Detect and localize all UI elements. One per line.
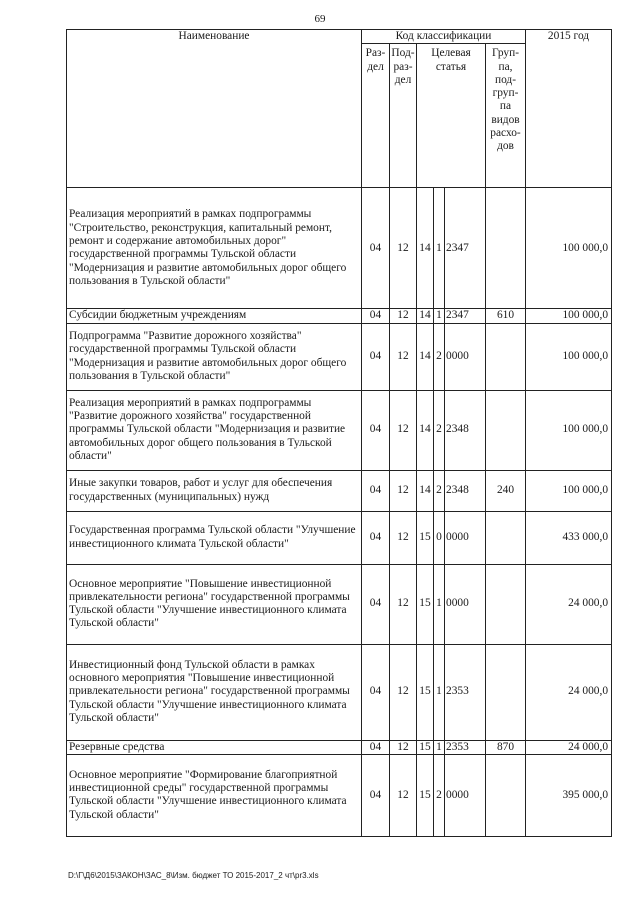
row-amount: 24 000,0 xyxy=(526,564,612,644)
row-expense-group xyxy=(486,188,526,309)
row-name: Основное мероприятие "Формирование благоприятной инвестиционной среды" государственной программы Тульской области "Улучшение инвестиционного климата Тульской области" xyxy=(67,754,362,836)
row-target-direction: 0000 xyxy=(445,564,486,644)
row-target-program: 15 xyxy=(417,740,434,754)
row-expense-group: 610 xyxy=(486,309,526,323)
row-razdel: 04 xyxy=(362,390,390,470)
row-name: Государственная программа Тульской области "Улучшение инвестиционного климата Тульской области" xyxy=(67,511,362,564)
table-row xyxy=(67,188,612,309)
header-podrazdel-text: Под- раз- дел xyxy=(391,47,415,86)
row-name: Резервные средства xyxy=(67,740,362,754)
row-podrazdel: 12 xyxy=(390,740,417,754)
row-podrazdel: 12 xyxy=(390,754,417,836)
row-target-subprogram: 2 xyxy=(434,323,445,390)
row-amount: 100 000,0 xyxy=(526,323,612,390)
row-podrazdel: 12 xyxy=(390,188,417,309)
row-target-program: 15 xyxy=(417,644,434,740)
row-amount: 100 000,0 xyxy=(526,188,612,309)
row-name: Реализация мероприятий в рамках подпрограммы "Развитие дорожного хозяйства" государственной программы Тульской области "Модернизация и развитие автомобильных дорог общего пользования в Тульской области" xyxy=(67,390,362,470)
row-target-program: 15 xyxy=(417,511,434,564)
row-amount: 100 000,0 xyxy=(526,390,612,470)
row-target-direction: 2348 xyxy=(445,470,486,511)
table-row xyxy=(67,644,612,740)
header-target xyxy=(417,44,486,188)
row-target-direction: 2347 xyxy=(445,309,486,323)
row-amount: 100 000,0 xyxy=(526,470,612,511)
table-row xyxy=(67,323,612,390)
row-podrazdel: 12 xyxy=(390,390,417,470)
header-group-text: Груп- па, под- груп- па видов расхо- дов xyxy=(490,47,521,153)
header-group xyxy=(486,44,526,188)
header-podrazdel xyxy=(390,44,417,188)
table-row xyxy=(67,511,612,564)
row-expense-group xyxy=(486,754,526,836)
row-target-subprogram: 2 xyxy=(434,390,445,470)
row-razdel: 04 xyxy=(362,511,390,564)
table-row xyxy=(67,740,612,754)
row-expense-group xyxy=(486,390,526,470)
row-target-direction: 2353 xyxy=(445,740,486,754)
row-target-subprogram: 1 xyxy=(434,564,445,644)
header-row-top xyxy=(67,30,612,44)
row-target-subprogram: 0 xyxy=(434,511,445,564)
row-target-program: 15 xyxy=(417,564,434,644)
row-expense-group: 870 xyxy=(486,740,526,754)
row-amount: 395 000,0 xyxy=(526,754,612,836)
row-target-subprogram: 1 xyxy=(434,644,445,740)
row-name: Реализация мероприятий в рамках подпрограммы "Строительство, реконструкция, капитальный ремонт, ремонт и содержание автомобильных дорог" государственной программы Тульской области "Модернизация и развитие автомобильных дорог общего пользования в Тульской области" xyxy=(67,188,362,309)
row-target-program: 14 xyxy=(417,188,434,309)
row-target-subprogram: 2 xyxy=(434,754,445,836)
header-year: 2015 год xyxy=(526,30,612,188)
row-amount: 24 000,0 xyxy=(526,644,612,740)
row-amount: 100 000,0 xyxy=(526,309,612,323)
table-row xyxy=(67,390,612,470)
row-target-program: 14 xyxy=(417,390,434,470)
row-expense-group: 240 xyxy=(486,470,526,511)
row-podrazdel: 12 xyxy=(390,564,417,644)
row-target-subprogram: 2 xyxy=(434,470,445,511)
row-target-program: 14 xyxy=(417,323,434,390)
row-expense-group xyxy=(486,323,526,390)
row-razdel: 04 xyxy=(362,754,390,836)
header-target-text: Целевая статья xyxy=(431,47,471,73)
row-razdel: 04 xyxy=(362,740,390,754)
row-razdel: 04 xyxy=(362,644,390,740)
row-target-direction: 0000 xyxy=(445,323,486,390)
row-razdel: 04 xyxy=(362,564,390,644)
row-name: Подпрограмма "Развитие дорожного хозяйства" государственной программы Тульской области "Модернизация и развитие автомобильных дорог общего пользования в Тульской области" xyxy=(67,323,362,390)
table-row xyxy=(67,309,612,323)
row-podrazdel: 12 xyxy=(390,470,417,511)
row-expense-group xyxy=(486,644,526,740)
row-razdel: 04 xyxy=(362,323,390,390)
header-razdel-text: Раз- дел xyxy=(365,47,386,73)
table-row xyxy=(67,564,612,644)
row-name: Инвестиционный фонд Тульской области в рамках основного мероприятия "Повышение инвестиционной привлекательности региона" государственной программы Тульской области "Улучшение инвестиционного климата Тульской области" xyxy=(67,644,362,740)
row-podrazdel: 12 xyxy=(390,511,417,564)
row-target-subprogram: 1 xyxy=(434,740,445,754)
row-razdel: 04 xyxy=(362,309,390,323)
row-name: Субсидии бюджетным учреждениям xyxy=(67,309,362,323)
table-row xyxy=(67,754,612,836)
page-number: 69 xyxy=(314,13,326,25)
row-name: Основное мероприятие "Повышение инвестиционной привлекательности региона" государственной программы Тульской области "Улучшение инвестиционного климата Тульской области" xyxy=(67,564,362,644)
row-expense-group xyxy=(486,511,526,564)
table-row xyxy=(67,470,612,511)
row-target-direction: 0000 xyxy=(445,754,486,836)
row-target-program: 14 xyxy=(417,470,434,511)
header-name: Наименование xyxy=(67,30,362,188)
row-expense-group xyxy=(486,564,526,644)
row-razdel: 04 xyxy=(362,470,390,511)
budget-table xyxy=(66,29,612,837)
row-podrazdel: 12 xyxy=(390,309,417,323)
footer-file-path: D:\Г\Д6\2015\ЗАКОН\ЗАС_8\Изм. бюджет ТО 2015-2017_2 чт\pr3.xls xyxy=(68,871,319,880)
row-target-program: 15 xyxy=(417,754,434,836)
row-target-direction: 2347 xyxy=(445,188,486,309)
row-amount: 24 000,0 xyxy=(526,740,612,754)
row-razdel: 04 xyxy=(362,188,390,309)
header-razdel xyxy=(362,44,390,188)
row-target-subprogram: 1 xyxy=(434,188,445,309)
header-code-group: Код классификации xyxy=(362,30,526,44)
row-target-direction: 2348 xyxy=(445,390,486,470)
row-name: Иные закупки товаров, работ и услуг для обеспечения государственных (муниципальных) нужд xyxy=(67,470,362,511)
row-target-direction: 2353 xyxy=(445,644,486,740)
row-amount: 433 000,0 xyxy=(526,511,612,564)
row-podrazdel: 12 xyxy=(390,644,417,740)
row-target-program: 14 xyxy=(417,309,434,323)
row-target-subprogram: 1 xyxy=(434,309,445,323)
row-target-direction: 0000 xyxy=(445,511,486,564)
row-podrazdel: 12 xyxy=(390,323,417,390)
